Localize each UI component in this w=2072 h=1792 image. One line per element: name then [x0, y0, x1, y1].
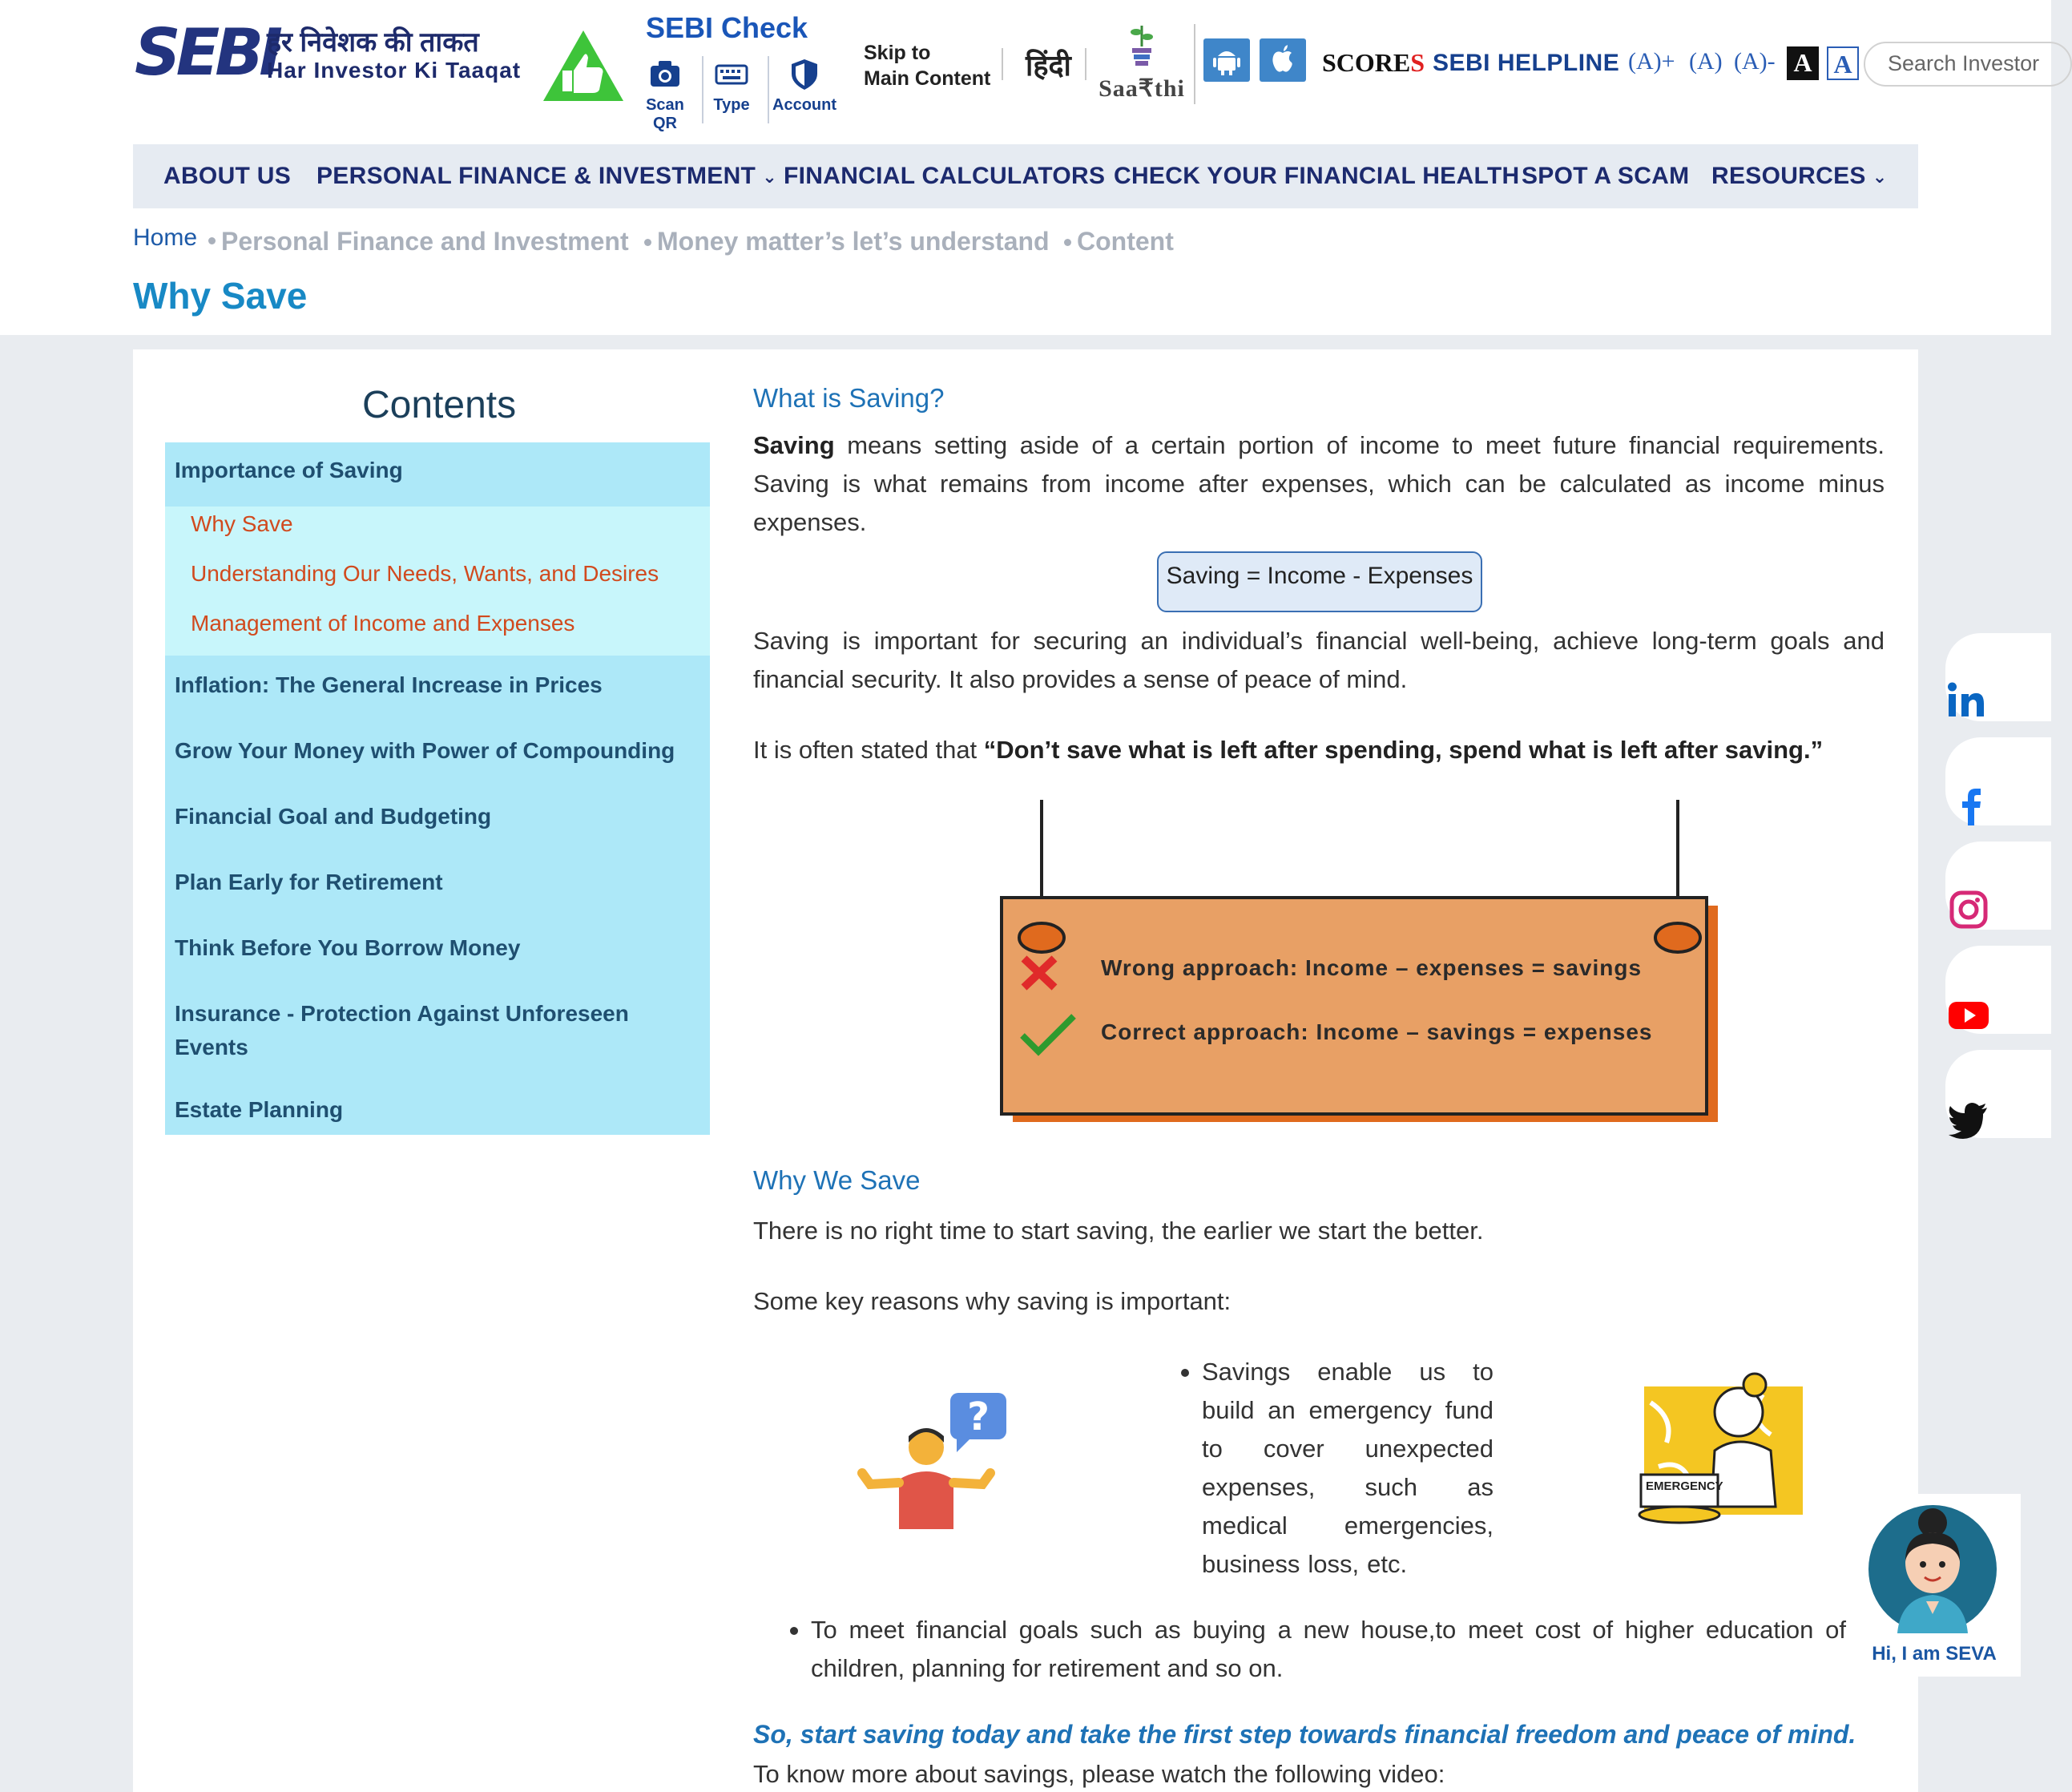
android-app-button[interactable] — [1203, 38, 1250, 82]
font-increase-button[interactable]: (A)+ — [1628, 48, 1675, 75]
breadcrumb-item[interactable]: Money matter’s let’s understand — [657, 227, 1050, 256]
saving-formula-box: Saving = Income - Expenses — [1157, 551, 1482, 612]
table-of-contents — [165, 442, 710, 1135]
breadcrumb-separator — [208, 237, 216, 244]
main-nav — [133, 144, 1918, 208]
bullet-line: to cover unexpected — [1202, 1435, 1494, 1463]
seva-label: Hi, I am SEVA — [1872, 1643, 1997, 1665]
bullet-line: business loss, etc. — [1202, 1550, 1408, 1578]
sebi-check-title: SEBI Check — [646, 11, 808, 44]
breadcrumb-item[interactable]: Personal Finance and Investment — [221, 227, 629, 256]
saving-bold: Saving — [753, 431, 835, 459]
font-decrease-button[interactable]: (A)- — [1734, 48, 1776, 75]
paragraph-no-right-time: There is no right time to start saving, the earlier we start the better. — [753, 1217, 1484, 1245]
sign-correct-approach: Correct approach: Income – savings = expenses — [1101, 1019, 1653, 1044]
scores-link[interactable] — [1322, 48, 1425, 78]
toc-inflation[interactable]: Inflation: The General Increase in Prices — [175, 672, 603, 697]
linkedin-link[interactable] — [1945, 633, 2051, 721]
facebook-link[interactable] — [1945, 737, 2051, 825]
hindi-language-link[interactable]: हिंदी — [1026, 49, 1071, 82]
paragraph-saving-importance: Saving is important for securing an individual’s financial well-being, achieve long-term goals and financial security. It also provides a sense of peace of mind. — [753, 627, 1885, 693]
breadcrumb-home[interactable]: Home — [133, 224, 198, 251]
nav-check-financial-health[interactable] — [1114, 144, 1519, 208]
video-intro-text: To know more about savings, please watch the following video: — [753, 1760, 1445, 1788]
saarthi-plant-icon — [1126, 22, 1158, 67]
page-title: Why Save — [133, 275, 308, 317]
instagram-icon — [1945, 888, 1993, 933]
account-button[interactable] — [768, 56, 840, 123]
toc-insurance-line1: Insurance - Protection Against Unforeseen — [175, 1001, 629, 1026]
section-heading-why-we-save: Why We Save — [753, 1165, 921, 1195]
sign-wrong-approach: Wrong approach: Income – expenses = savings — [1101, 955, 1643, 980]
scores-suffix: S — [1410, 48, 1425, 77]
bullet-financial-goals: To meet financial goals such as buying a new house,to meet cost of higher education of children, planning for retirement and so on. — [811, 1616, 1846, 1682]
site-header — [0, 0, 2051, 335]
twitter-icon — [1945, 1096, 1993, 1141]
logo-mark: SEBI — [135, 15, 279, 90]
twitter-link[interactable] — [1945, 1050, 2051, 1138]
seva-avatar — [1868, 1505, 1997, 1633]
youtube-link[interactable] — [1945, 946, 2051, 1034]
breadcrumb-separator — [1064, 239, 1071, 246]
toc-compounding[interactable]: Grow Your Money with Power of Compounding — [175, 738, 675, 763]
toc-insurance[interactable] — [175, 997, 629, 1064]
approach-sign-illustration — [978, 798, 1747, 1127]
nav-about-us[interactable] — [163, 144, 291, 208]
chevron-down-icon: ⌄ — [762, 167, 777, 188]
nav-label: SPOT A SCAM — [1522, 163, 1690, 189]
toc-importance-of-saving[interactable]: Importance of Saving — [175, 458, 403, 482]
bullet-line: medical emergencies, — [1202, 1511, 1494, 1540]
sebi-logo[interactable] — [135, 15, 527, 90]
contents-title: Contents — [362, 384, 517, 426]
toc-borrow-money[interactable]: Think Before You Borrow Money — [175, 935, 521, 960]
logo-tagline-english: Har Investor Ki Taaqat — [267, 58, 522, 83]
toc-insurance-line2: Events — [175, 1035, 248, 1059]
nav-financial-calculators[interactable] — [784, 144, 1105, 208]
instagram-link[interactable] — [1945, 842, 2051, 930]
saarthi-app-link[interactable] — [1098, 22, 1186, 103]
breadcrumb-separator — [644, 239, 651, 246]
saarthi-label: Saa₹thi — [1098, 75, 1185, 102]
bullet-marker — [790, 1627, 798, 1635]
closing-statement: So, start saving today and take the first step towards financial freedom and peace of mind. — [753, 1720, 1856, 1749]
nav-resources[interactable] — [1711, 144, 1887, 208]
toc-income-expenses[interactable]: Management of Income and Expenses — [191, 611, 575, 636]
camera-icon — [636, 56, 694, 96]
paragraph-saving-definition — [753, 426, 1885, 542]
font-normal-button[interactable]: (A) — [1689, 48, 1723, 75]
apple-icon — [1260, 38, 1306, 82]
bullet-emergency-fund — [1202, 1353, 1494, 1584]
nav-label: FINANCIAL CALCULATORS — [784, 163, 1106, 189]
toc-needs-wants-desires[interactable]: Understanding Our Needs, Wants, and Desires — [191, 561, 659, 586]
type-label: Type — [713, 96, 750, 114]
keyboard-icon — [703, 56, 760, 96]
scan-qr-button[interactable] — [636, 56, 694, 132]
skip-line-2: Main Content — [864, 67, 991, 90]
paragraph-quote — [753, 731, 1885, 769]
emergency-fund-illustration — [1635, 1362, 1819, 1531]
thumbs-up-icon[interactable] — [542, 29, 625, 103]
seva-chatbot-button[interactable] — [1848, 1494, 2021, 1677]
type-button[interactable] — [702, 56, 760, 123]
skip-line-1: Skip to — [864, 42, 931, 64]
bullet-line: expenses, such as — [1202, 1473, 1494, 1501]
section-heading-what-is-saving: What is Saving? — [753, 383, 945, 413]
toc-subsection-group — [165, 507, 710, 656]
emergency-label: EMERGENCY — [1646, 1479, 1723, 1493]
toc-estate-planning[interactable]: Estate Planning — [175, 1097, 344, 1122]
sebi-check — [625, 8, 849, 132]
nav-personal-finance[interactable] — [316, 144, 777, 208]
nav-label: PERSONAL FINANCE & INVESTMENT — [316, 163, 756, 189]
shield-icon — [769, 56, 840, 96]
divider — [1002, 48, 1003, 80]
search-input[interactable]: Search Investor — [1864, 42, 2072, 87]
toc-retirement[interactable]: Plan Early for Retirement — [175, 870, 443, 894]
breadcrumb-item: Content — [1077, 227, 1174, 256]
scores-prefix: SCORE — [1322, 48, 1411, 77]
ios-app-button[interactable] — [1260, 38, 1306, 82]
bullet-marker — [1181, 1369, 1189, 1377]
linkedin-icon — [1945, 680, 1993, 724]
saving-definition-text: means setting aside of a certain portion of income to meet future financial requirements. Saving is what remains from income after expenses, which can be calculated as income minus expenses. — [753, 431, 1885, 536]
bullet-line: build an emergency fund — [1202, 1396, 1494, 1424]
nav-label: ABOUT US — [163, 163, 292, 189]
quote-text: “Don’t save what is left after spending, spend what is left after saving.” — [983, 736, 1824, 764]
logo-tagline-hindi: हर निवेशक की ताकत — [267, 27, 479, 58]
quote-lead: It is often stated that — [753, 736, 984, 764]
confused-person-illustration — [854, 1390, 1014, 1534]
facebook-icon — [1945, 784, 1993, 829]
light-contrast-button[interactable]: A — [1827, 46, 1859, 80]
nav-spot-a-scam[interactable] — [1522, 144, 1689, 208]
nav-label: RESOURCES — [1711, 163, 1866, 189]
chevron-down-icon: ⌄ — [1872, 167, 1888, 188]
bullet-line: Savings enable us to — [1202, 1358, 1494, 1386]
toc-goal-budgeting[interactable]: Financial Goal and Budgeting — [175, 804, 492, 829]
divider — [1194, 24, 1195, 104]
paragraph-key-reasons: Some key reasons why saving is important: — [753, 1287, 1232, 1315]
dark-contrast-button[interactable]: A — [1787, 46, 1819, 80]
toc-why-save[interactable]: Why Save — [191, 511, 293, 536]
android-icon — [1203, 38, 1250, 82]
svg-text:?: ? — [967, 1394, 990, 1439]
divider — [1085, 48, 1086, 80]
nav-label: CHECK YOUR FINANCIAL HEALTH — [1114, 163, 1520, 189]
account-label: Account — [772, 96, 836, 114]
scan-qr-label: Scan QR — [646, 96, 684, 132]
youtube-icon — [1945, 992, 1993, 1037]
skip-to-main-content-link[interactable] — [864, 40, 990, 91]
sebi-helpline-link[interactable]: SEBI HELPLINE — [1433, 50, 1620, 76]
